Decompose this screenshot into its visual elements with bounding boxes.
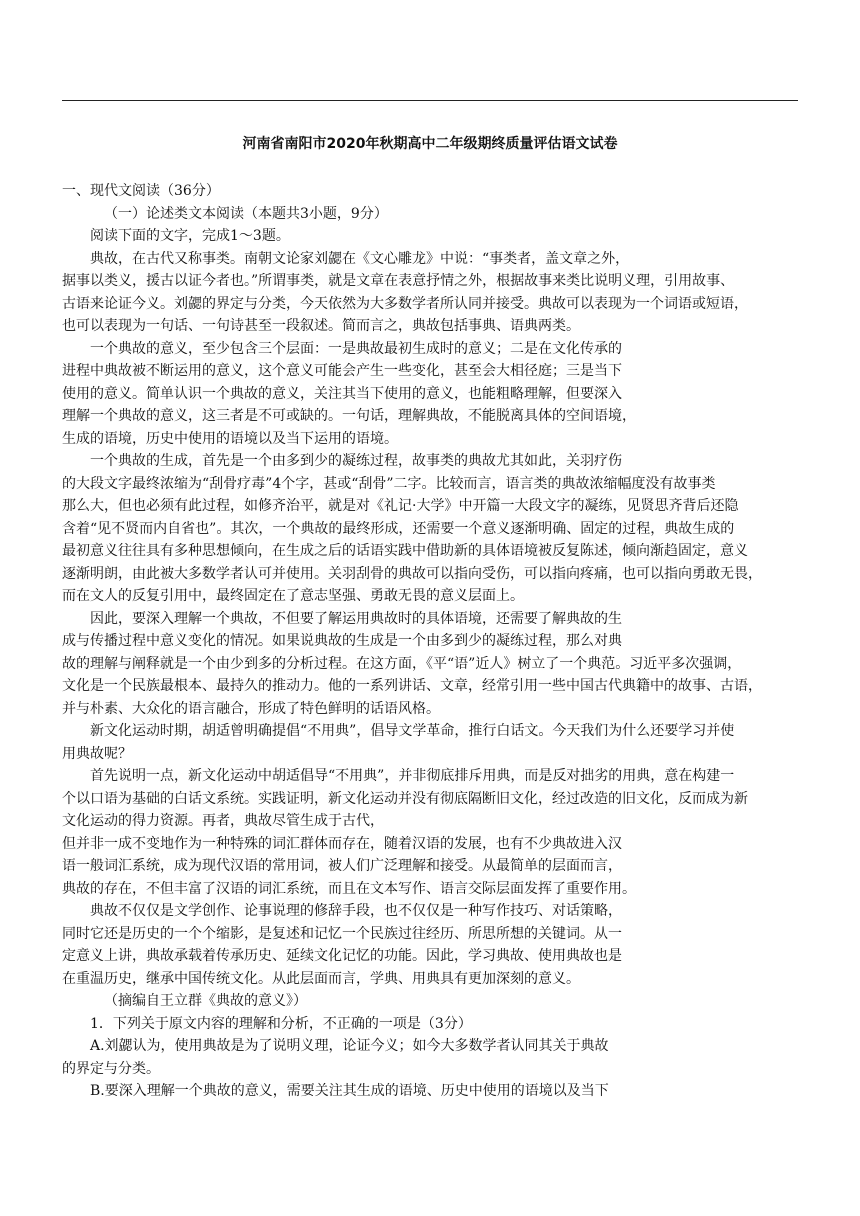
text-line: 进程中典故被不断运用的意义，这个意义可能会产生一些变化，甚至会大相径庭；三是当下 <box>62 363 622 379</box>
exam-body <box>62 180 802 1103</box>
text-line: 一个典故的生成，首先是一个由多到少的凝练过程，故事类的典故尤其如此，关羽疗伤 <box>90 453 622 469</box>
text-line: 并与朴素、大众化的语言融合，形成了特色鲜明的话语风格。 <box>62 700 440 717</box>
text-line: 语一般词汇系统，成为现代汉语的常用词，被人们广泛理解和接受。从最简单的层面而言， <box>62 858 622 874</box>
text-line: 文化是一个民族最根本、最持久的推动力。他的一系列讲话、文章，经常引用一些中国古代典籍中的故事、古语， <box>62 678 762 694</box>
text-line: 首先说明一点，新文化运动中胡适倡导“不用典”，并非彻底排斥用典，而是反对拙劣的用典，意在构建一 <box>90 768 735 784</box>
text-line: 文化运动的得力资源。再者，典故尽管生成于古代， <box>62 813 384 829</box>
text-line: 成与传播过程中意义变化的情况。如果说典故的生成是一个由多到少的凝练过程，那么对典 <box>62 633 622 649</box>
text-line: 也可以表现为一句话、一句诗甚至一段叙述。简而言之，典故包括事典、语典两类。 <box>62 318 580 334</box>
text-line: 因此，要深入理解一个典故，不但要了解运用典故时的具体语境，还需要了解典故的生 <box>90 610 622 627</box>
text-line: （一）论述类文本阅读（本题共3小题，9分） <box>104 205 388 222</box>
text-line: 古语来论证今义。刘勰的界定与分类，今天依然为大多数学者所认同并接受。典故可以表现为一个词语或短语， <box>62 295 748 312</box>
text-line: 用典故呢？ <box>62 745 132 762</box>
text-line: 含着“见不贤而内自省也”。其次，一个典故的最终形成，还需要一个意义逐渐明确、固定的过程，典故生成的 <box>62 520 735 537</box>
text-line: 新文化运动时期，胡适曾明确提倡“不用典”，倡导文学革命，推行白话文。今天我们为什么还要学习并使 <box>90 723 735 739</box>
text-line: 那么大，但也必须有此过程，如修齐治平，就是对《礼记·大学》中开篇一大段文字的凝练，见贤思齐背后还隐 <box>62 498 739 514</box>
text-line: 阅读下面的文字，完成1～3题。 <box>90 228 290 244</box>
text-line: 的大段文字最终浓缩为“刮骨疗毒”4个字，甚或“刮骨”二字。比较而言，语言类的典故浓缩幅度没有故事类 <box>62 475 716 492</box>
text-line: 个以口语为基础的白话文系统。实践证明，新文化运动并没有彻底隔断旧文化，经过改造的旧文化，反而成为新 <box>62 790 748 807</box>
text-line: 生成的语境，历史中使用的语境以及当下运用的语境。 <box>62 430 398 447</box>
text-line: 典故，在古代又称事类。南朝文论家刘勰在《文心雕龙》中说：“事类者，盖文章之外， <box>90 250 630 267</box>
text-line: 逐渐明朗，由此被大多数学者认可并使用。关羽刮骨的典故可以指向受伤，可以指向疼痛，也可以指向勇敢无畏， <box>62 565 762 582</box>
text-line: 定意义上讲，典故承载着传承历史、延续文化记忆的功能。因此，学习典故、使用典故也是 <box>62 948 622 964</box>
text-line: 的界定与分类。 <box>62 1060 160 1077</box>
text-line: 一个典故的意义，至少包含三个层面：一是典故最初生成时的意义；二是在文化传承的 <box>90 340 622 357</box>
text-line: （摘编自王立群《典故的意义》） <box>104 993 307 1009</box>
text-line: 最初意义往往具有多种思想倾向，在生成之后的话语实践中借助新的具体语境被反复陈述，倾向渐趋固定，意义 <box>62 543 748 559</box>
text-line: 在重温历史，继承中国传统文化。从此层面而言，学典、用典具有更加深刻的意义。 <box>62 970 580 987</box>
text-line: 典故不仅仅是文学创作、论事说理的修辞手段，也不仅仅是一种写作技巧、对话策略， <box>90 903 622 919</box>
text-line: 故的理解与阐释就是一个由少到多的分析过程。在这方面，《平“语”近人》树立了一个典范。习近平多次强调， <box>62 655 742 672</box>
text-line: 典故的存在，不但丰富了汉语的词汇系统，而且在文本写作、语言交际层面发挥了重要作用。 <box>62 880 636 897</box>
text-line: 一、现代文阅读（36分） <box>62 183 220 199</box>
text-line: 而在文人的反复引用中，最终固定在了意志坚强、勇敢无畏的意义层面上。 <box>62 588 524 604</box>
text-line: 同时它还是历史的一个个缩影，是复述和记忆一个民族过往经历、所思所想的关键词。从一 <box>62 925 622 942</box>
text-line: A.刘勰认为，使用典故是为了说明义理，论证今义；如今大多数学者认同其关于典故 <box>90 1038 609 1054</box>
page-title: 河南省南阳市2020年秋期高中二年级期终质量评估语文试卷 <box>242 136 618 152</box>
text-line: 但并非一成不变地作为一种特殊的词汇群体而存在，随着汉语的发展，也有不少典故进入汉 <box>62 835 622 852</box>
text-line: 1．下列关于原文内容的理解和分析，不正确的一项是（3分） <box>90 1015 472 1032</box>
text-line: 使用的意义。简单认识一个典故的意义，关注其当下使用的意义，也能粗略理解，但要深入 <box>62 385 622 402</box>
text-line: 据事以类义，援古以证今者也。”所谓事类，就是文章在表意抒情之外，根据故事来类比说明义理，引用故事、 <box>62 273 735 289</box>
text-line: B.要深入理解一个典故的意义，需要关注其生成的语境、历史中使用的语境以及当下 <box>90 1083 609 1099</box>
text-line: 理解一个典故的意义，这三者是不可或缺的。一句话，理解典故，不能脱离具体的空间语境， <box>62 408 636 424</box>
header-rule <box>62 100 798 101</box>
